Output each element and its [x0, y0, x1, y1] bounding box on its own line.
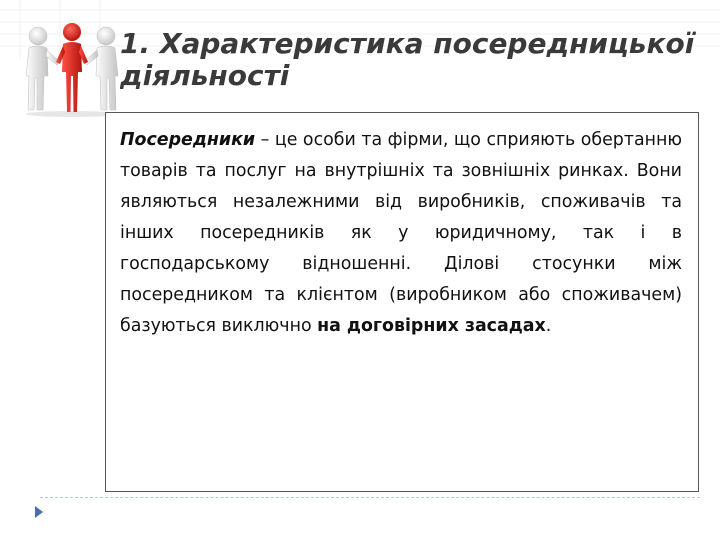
triangle-arrow-icon: [34, 505, 44, 519]
definition-ending: .: [545, 316, 552, 336]
definition-text: – це особи та фірми, що сприяють обертанню товарів та послуг на внутрішніх та зовнішніх ринках. Вони являються незалежними від виробників, споживачів та інших посередників як у юридичному, так і в господарському відношенні. Ділові стосунки між посередником та клієнтом (виробником або споживачем) базуються виключно: [120, 130, 682, 336]
definition-paragraph: [120, 125, 682, 342]
left-person-figure: [26, 27, 60, 110]
title-area: [120, 28, 710, 120]
slide-title: 1. Характеристика посередницької діяльності: [120, 28, 695, 92]
defined-term: Посередники: [120, 130, 256, 150]
definition-box: [105, 112, 699, 492]
footer-dashed-line: [40, 497, 700, 498]
emphasis-text: на договірних засадах: [317, 316, 546, 336]
right-person-figure: [84, 27, 118, 110]
three-people-leader-icon: [18, 18, 126, 118]
center-leader-figure: [56, 23, 88, 112]
